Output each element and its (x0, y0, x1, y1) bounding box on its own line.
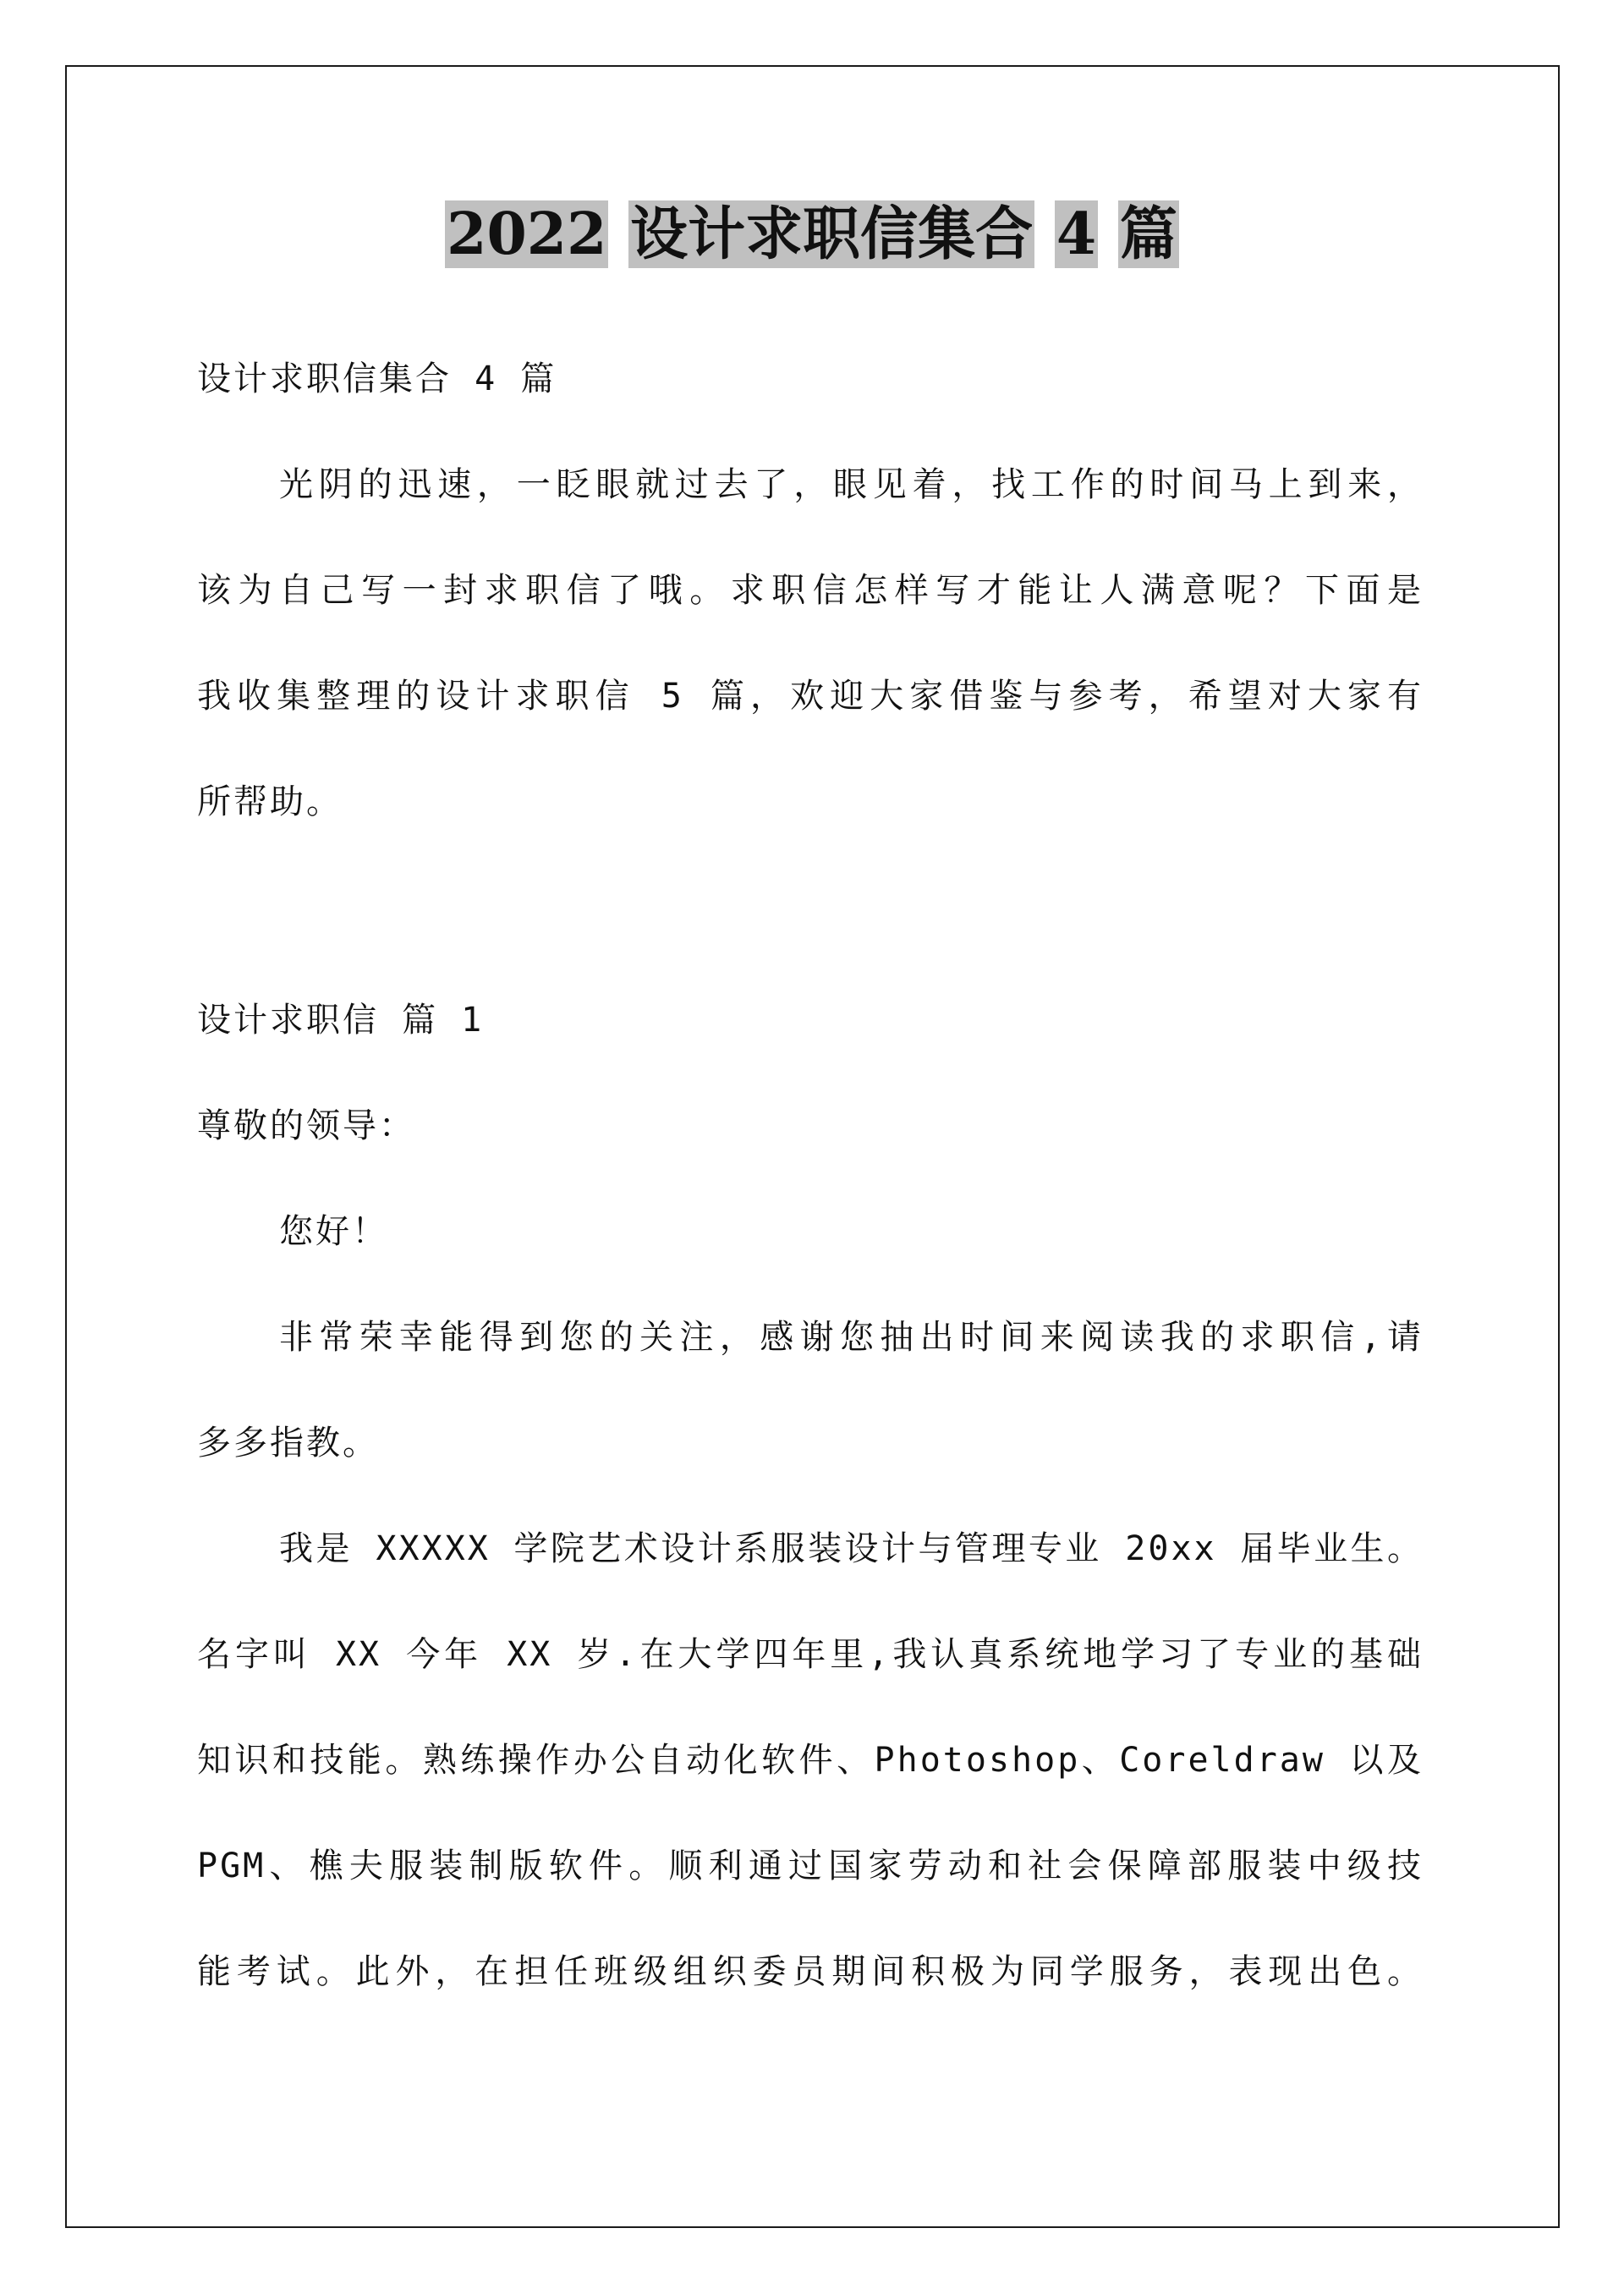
intro-line: 我收集整理的设计求职信 5 篇，欢迎大家借鉴与参考，希望对大家有 (197, 677, 1424, 716)
paragraph-line: 能考试。此外，在担任班级组织委员期间积极为同学服务，表现出色。 (197, 1952, 1424, 1991)
paragraph-line: 我是 XXXXX 学院艺术设计系服装设计与管理专业 20xx 届毕业生。 (279, 1529, 1424, 1568)
intro-line: 所帮助。 (197, 782, 343, 821)
subtitle: 设计求职信集合 4 篇 (197, 359, 557, 398)
paragraph-line: 非常荣幸能得到您的关注，感谢您抽出时间来阅读我的求职信,请 (279, 1318, 1424, 1357)
section-heading: 设计求职信 篇 1 (197, 1001, 485, 1040)
greeting: 您好！ (279, 1212, 388, 1251)
paragraph-line: 知识和技能。熟练操作办公自动化软件、Photoshop、Coreldraw 以及 (197, 1741, 1424, 1780)
title-year: 2022 (447, 200, 607, 268)
paragraph-line: 多多指教。 (197, 1424, 379, 1463)
document-title (0, 196, 1624, 272)
intro-line: 该为自己写一封求职信了哦。求职信怎样写才能让人满意呢？下面是 (197, 571, 1424, 610)
paragraph-line: PGM、樵夫服装制版软件。顺利通过国家劳动和社会保障部服装中级技 (197, 1847, 1424, 1885)
intro-line: 光阴的迅速，一眨眼就过去了，眼见着，找工作的时间马上到来， (279, 465, 1424, 504)
title-suffix: 篇 (1119, 200, 1177, 268)
salutation: 尊敬的领导： (197, 1106, 415, 1145)
paragraph-line: 名字叫 XX 今年 XX 岁.在大学四年里,我认真系统地学习了专业的基础 (197, 1635, 1424, 1674)
title-main: 设计求职信集合 (630, 200, 1034, 268)
title-count: 4 (1056, 200, 1097, 268)
